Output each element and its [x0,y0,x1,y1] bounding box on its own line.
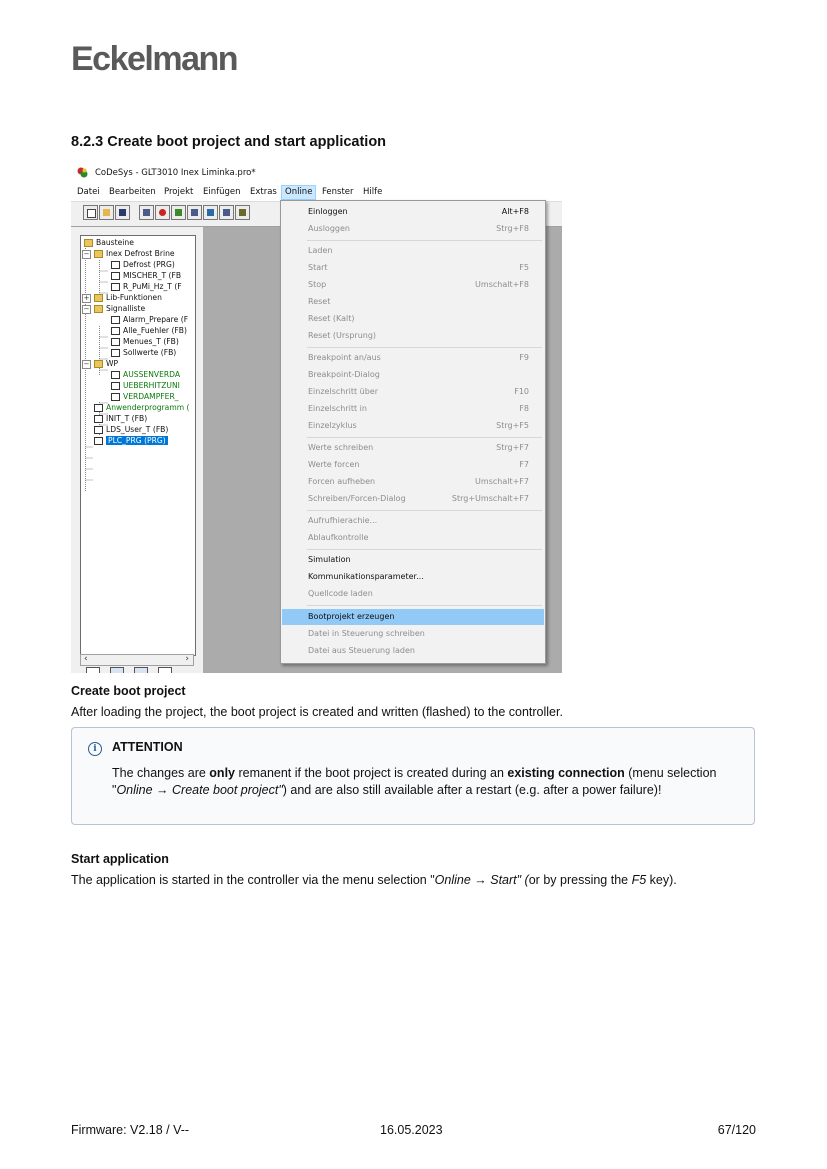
tab-pous-icon[interactable] [86,667,100,673]
menu-separator [307,510,542,511]
menu-item-einloggen[interactable]: Einloggen Alt+F8 [308,207,529,216]
program-icon [111,283,120,291]
object-organizer-panel [71,227,203,673]
menu-item-laden[interactable]: Laden [308,246,333,255]
program-icon [111,316,120,324]
scroll-left-icon[interactable]: ‹ [84,654,88,664]
program-icon [111,272,120,280]
menu-item-step-over[interactable]: Einzelschritt über F10 [308,387,529,396]
tree-item[interactable]: AUSSENVERDA [111,370,180,381]
start-app-heading: Start application [71,852,169,866]
menu-separator [307,347,542,348]
tree-item[interactable]: VERDAMPFER_ [111,392,179,403]
menu-item-write-force-dialog[interactable]: Schreiben/Forcen-Dialog Strg+Umschalt+F7 [308,494,529,503]
program-icon [111,338,120,346]
menu-item-reset-ursprung[interactable]: Reset (Ursprung) [308,331,377,340]
codesys-screenshot [71,162,562,673]
tree-item[interactable]: MISCHER_T (FB [111,271,181,282]
menu-item-start[interactable]: Start F5 [308,263,529,272]
menu-separator [307,437,542,438]
program-icon [111,261,120,269]
run-icon[interactable] [171,205,186,220]
menu-item-load-source[interactable]: Quellcode laden [308,589,373,598]
menu-item-reset-kalt[interactable]: Reset (Kalt) [308,314,355,323]
attention-text: The changes are only remanent if the boot project is created during an existing connection (menu selection "Online → Create boot project") and are also still available after a restart (e.g. after a power failure)! [112,766,717,797]
tree-item[interactable]: Defrost (PRG) [111,260,175,271]
tree-item[interactable]: − Inex Defrost Brine [83,249,175,258]
menu-item-reset[interactable]: Reset [308,297,331,306]
tab-datatypes-icon[interactable] [110,667,124,673]
codesys-app-icon [77,167,88,178]
create-boot-heading: Create boot project [71,684,186,698]
program-icon [111,371,120,379]
tree-item[interactable]: Sollwerte (FB) [111,348,176,359]
folder-icon [94,360,103,368]
window-titlebar [71,162,562,184]
menu-item-stop[interactable]: Stop Umschalt+F8 [308,280,529,289]
folder-icon [94,294,103,302]
footer-date: 16.05.2023 [380,1123,443,1137]
footer-firmware: Firmware: V2.18 / V-- [71,1123,190,1137]
menu-item-call-hierarchy[interactable]: Aufrufhierachie... [308,516,378,525]
window-title: CoDeSys - GLT3010 Inex Liminka.pro* [95,168,256,178]
tree-item[interactable]: Anwenderprogramm ( [94,403,190,414]
program-icon [94,404,103,412]
menu-online[interactable]: Online [281,185,316,200]
menu-einfuegen[interactable]: Einfügen [203,187,241,197]
tree-item[interactable]: UEBERHITZUNI [111,381,180,392]
program-icon [111,382,120,390]
menu-item-ausloggen[interactable]: Ausloggen Strg+F8 [308,224,529,233]
tree-item[interactable]: Alarm_Prepare (F [111,315,188,326]
tree-item[interactable]: + Lib-Funktionen [83,293,162,302]
menu-item-write-file-to-controller[interactable]: Datei in Steuerung schreiben [308,629,425,638]
info-icon: i [88,742,102,756]
step-icon[interactable] [187,205,202,220]
tree-item[interactable]: LDS_User_T (FB) [94,425,168,436]
program-icon [111,327,120,335]
menu-separator [307,549,542,550]
footer-page-number: 67/120 [717,1123,756,1137]
menu-extras[interactable]: Extras [250,187,277,197]
program-icon [111,349,120,357]
menu-item-release-force[interactable]: Forcen aufheben Umschalt+F7 [308,477,529,486]
menu-item-breakpoint-toggle[interactable]: Breakpoint an/aus F9 [308,353,529,362]
tree-item[interactable]: Menues_T (FB) [111,337,179,348]
build-icon[interactable] [235,205,250,220]
tab-visualizations-icon[interactable] [134,667,148,673]
menu-item-flow-control[interactable]: Ablaufkontrolle [308,533,369,542]
menu-item-step-in[interactable]: Einzelschritt in F8 [308,404,529,413]
menu-item-breakpoint-dialog[interactable]: Breakpoint-Dialog [308,370,380,379]
tree-item[interactable]: R_PuMi_Hz_T (F [111,282,182,293]
menu-bearbeiten[interactable]: Bearbeiten [109,187,156,197]
create-boot-text: After loading the project, the boot project is created and written (flashed) to the controller. [71,705,563,719]
collapse-icon[interactable]: − [83,250,90,258]
eckelmann-logo: Eckelmann [71,40,238,78]
program-icon [94,426,103,434]
menu-item-load-file-from-controller[interactable]: Datei aus Steuerung laden [308,646,415,655]
menu-hilfe[interactable]: Hilfe [363,187,383,197]
menu-fenster[interactable]: Fenster [322,187,354,197]
expand-icon[interactable]: + [83,294,90,302]
menu-separator [307,240,542,241]
menu-item-communication-parameters[interactable]: Kommunikationsparameter... [308,572,424,581]
tab-resources-icon[interactable] [158,667,172,673]
menu-datei[interactable]: Datei [77,187,100,197]
horizontal-scrollbar[interactable] [80,654,194,666]
new-file-icon[interactable] [83,205,98,220]
tree-item-selected[interactable]: PLC_PRG (PRG) [94,436,168,447]
login-icon[interactable] [139,205,154,220]
folder-icon [84,239,93,247]
program-icon [94,415,103,423]
online-menu-dropdown [280,200,546,664]
tree-item[interactable]: − Signalliste [83,304,146,313]
attention-title: ATTENTION [112,740,183,754]
folder-icon [94,250,103,258]
program-icon [111,393,120,401]
tree-item[interactable]: − WP [83,359,119,368]
open-folder-icon[interactable] [99,205,114,220]
attention-box [71,727,755,825]
menu-projekt[interactable]: Projekt [164,187,194,197]
menu-item-force-values[interactable]: Werte forcen F7 [308,460,529,469]
tree-item[interactable]: Bausteine [84,238,134,249]
scroll-right-icon[interactable]: › [185,654,189,664]
tree-item[interactable]: INIT_T (FB) [94,414,147,425]
collapse-icon[interactable]: − [83,360,90,368]
menu-item-write-values[interactable]: Werte schreiben Strg+F7 [308,443,529,452]
program-icon [94,437,103,445]
menu-item-create-boot-project[interactable]: Bootprojekt erzeugen [282,609,544,625]
stop-icon[interactable] [155,205,170,220]
folder-icon [94,305,103,313]
save-icon[interactable] [115,205,130,220]
pou-tree [80,235,196,656]
start-app-text: The application is started in the controller via the menu selection "Online → Start" (or by pressing the F5 key). [71,873,677,887]
menu-item-simulation[interactable]: Simulation [308,555,351,564]
transfer-icon[interactable] [219,205,234,220]
section-heading: 8.2.3 Create boot project and start application [71,134,387,150]
tree-item[interactable]: Alle_Fuehler (FB) [111,326,187,337]
menu-item-single-cycle[interactable]: Einzelzyklus Strg+F5 [308,421,529,430]
menu-separator [307,605,542,606]
watch-icon[interactable] [203,205,218,220]
organizer-tabs [80,667,194,673]
collapse-icon[interactable]: − [83,305,90,313]
